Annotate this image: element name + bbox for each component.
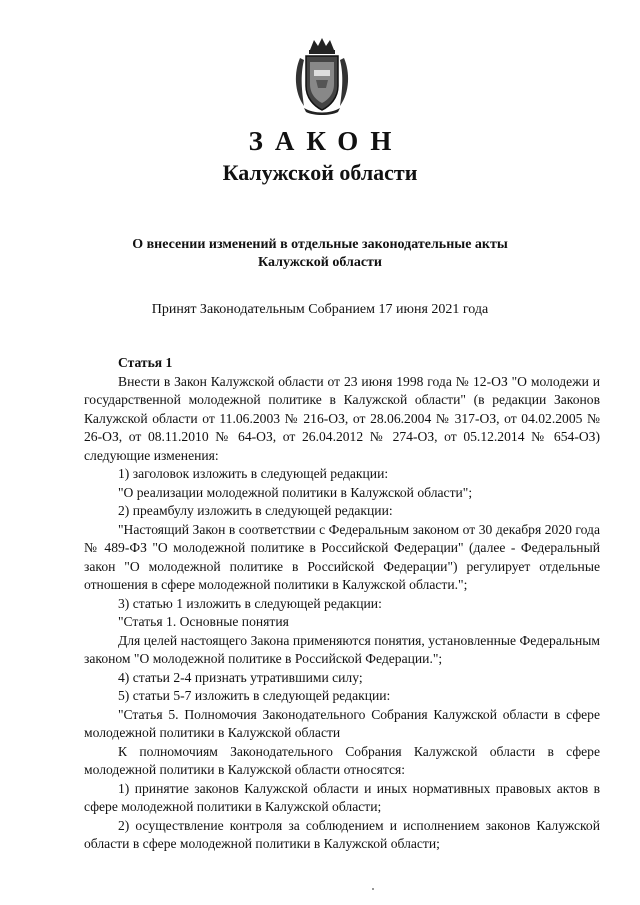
paragraph: 4) статьи 2-4 признать утратившими силу; xyxy=(118,669,363,685)
article-heading: Статья 1 xyxy=(118,355,173,370)
law-subject-line-2: Калужской области xyxy=(258,255,382,270)
paragraph: 1) заголовок изложить в следующей редакции: xyxy=(118,466,389,481)
law-subject-line-1: О внесении изменений в отдельные законодательные акты xyxy=(132,237,508,252)
paragraph: 2) преамбулу изложить в следующей редакции: xyxy=(118,503,393,518)
paragraph: Внести в Закон Калужской области от 23 июня 1998 года № 12-ОЗ "О молодежи и государственной молодежной политике в Калужской области" (в редакции Законов Калужской области от 11.06.2003 № 216-ОЗ, от 28.06.2004 № 317-ОЗ, от 04.02.2005 № 26-ОЗ, от 08.11.2010 № 64-ОЗ, от 26.04.2012 № 274-ОЗ, от 05.12.2014 № 654-ОЗ) следующие изменения: xyxy=(84,373,600,463)
scan-speck xyxy=(372,888,374,890)
paragraph: 5) статьи 5-7 изложить в следующей редакции: xyxy=(118,688,391,703)
document-region: Калужской области xyxy=(222,160,418,185)
paragraph: К полномочиям Законодательного Собрания Калужской области в сфере молодежной политики в Калужской области относятся: xyxy=(84,743,600,777)
law-subject xyxy=(110,236,530,272)
document-title: ЗАКОН xyxy=(248,126,404,156)
adoption-date: Принят Законодательным Собранием 17 июня 2021 года xyxy=(151,302,489,317)
law-body xyxy=(84,354,600,854)
paragraph: "Статья 1. Основные понятия xyxy=(118,614,289,629)
coat-of-arms-emblem xyxy=(290,36,354,116)
paragraph: "Статья 5. Полномочия Законодательного Собрания Калужской области в сфере молодежной политики в Калужской области xyxy=(84,706,600,740)
paragraph: 1) принятие законов Калужской области и иных нормативных правовых актов в сфере молодежной политики в Калужской области; xyxy=(84,780,600,814)
paragraph: Для целей настоящего Закона применяются понятия, установленные Федеральным законом "О молодежной политике в Российской Федерации."; xyxy=(84,632,600,666)
paragraph: "Настоящий Закон в соответствии с Федеральным законом от 30 декабря 2020 года № 489-ФЗ "О молодежной политике в Российской Федерации" (далее - Федеральный закон "О молодежной политике в Российской Федерации") регулирует отдельные отношения в сфере молодежной политики в Калужской области."; xyxy=(84,521,600,592)
paragraph: 2) осуществление контроля за соблюдением и исполнением законов Калужской области в сфере молодежной политики в Калужской области; xyxy=(84,817,600,851)
paragraph: "О реализации молодежной политики в Калужской области"; xyxy=(118,484,473,500)
paragraph: 3) статью 1 изложить в следующей редакции: xyxy=(118,595,382,611)
